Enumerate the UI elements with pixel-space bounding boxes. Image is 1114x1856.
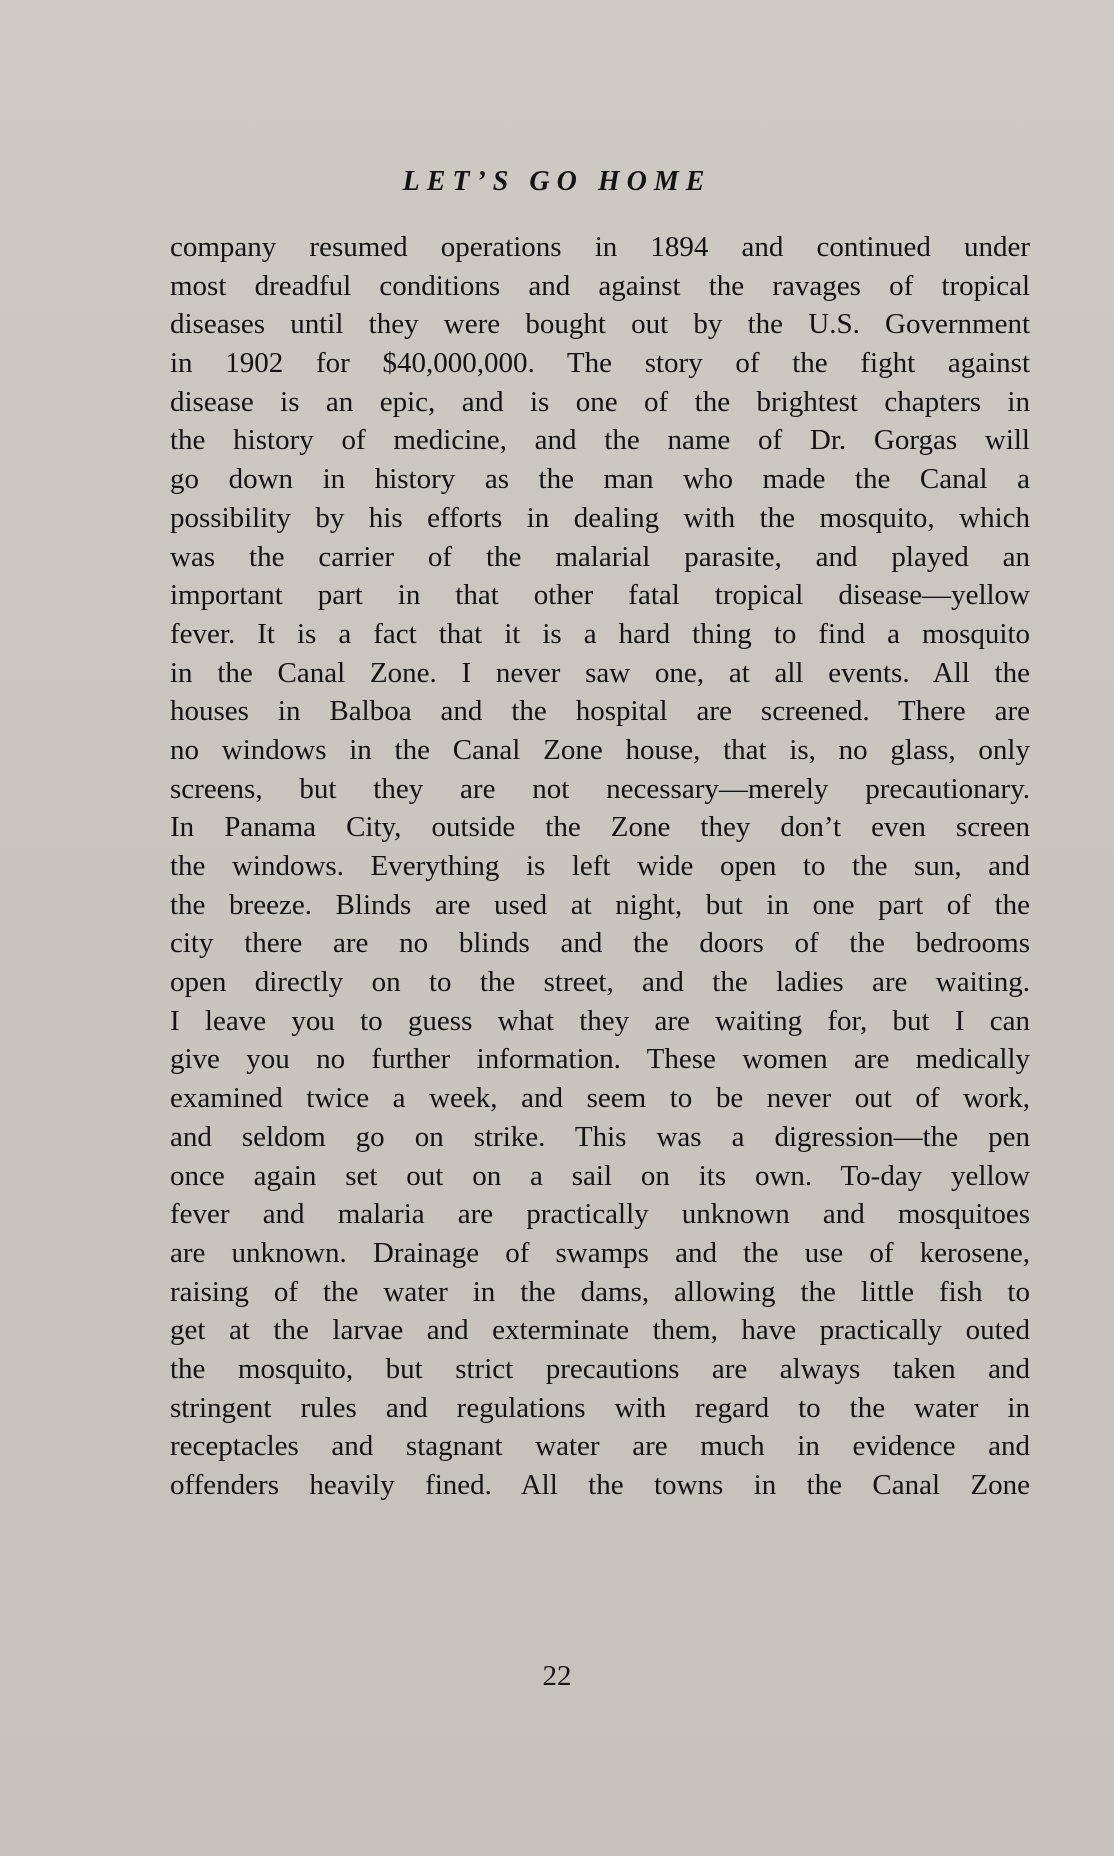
page-number: 22 [542,1660,572,1692]
text-line: I leave you to guess what they are waiting for, but I can [170,1004,1030,1037]
text-line: receptacles and stagnant water are much in evidence and [170,1430,1030,1463]
text-line: the mosquito, but strict precautions are always taken and [170,1352,1030,1385]
text-line: In Panama City, outside the Zone they don’t even screen [170,811,1030,844]
text-line: give you no further information. These women are medically [170,1043,1030,1076]
text-line: possibility by his efforts in dealing with the mosquito, which [170,501,1030,534]
body-text [170,228,1030,1505]
text-line: open directly on to the street, and the ladies are waiting. [170,966,1030,999]
text-line: city there are no blinds and the doors of the bedrooms [170,927,1030,960]
text-line: are unknown. Drainage of swamps and the use of kerosene, [170,1236,1030,1269]
text-line: most dreadful conditions and against the ravages of tropical [170,269,1030,302]
text-line: raising of the water in the dams, allowing the little fish to [170,1275,1030,1308]
text-line: fever and malaria are practically unknown and mosquitoes [170,1198,1030,1231]
text-line: offenders heavily fined. All the towns in the Canal Zone [170,1469,1030,1501]
text-line: the breeze. Blinds are used at night, but in one part of the [170,888,1030,921]
text-line: go down in history as the man who made the Canal a [170,463,1030,496]
text-line: in the Canal Zone. I never saw one, at all events. All the [170,656,1030,689]
text-line: and seldom go on strike. This was a digression—the pen [170,1120,1030,1153]
text-line: get at the larvae and exterminate them, have practically outed [170,1314,1030,1347]
text-line: houses in Balboa and the hospital are screened. There are [170,695,1030,728]
text-line: no windows in the Canal Zone house, that is, no glass, only [170,733,1030,766]
running-head-title: LET’S GO HOME [402,166,712,197]
text-line: the history of medicine, and the name of Dr. Gorgas will [170,424,1030,457]
text-line: in 1902 for $40,000,000. The story of the fight against [170,347,1030,380]
text-line: fever. It is a fact that it is a hard thing to find a mosquito [170,617,1030,650]
text-line: stringent rules and regulations with regard to the water in [170,1391,1030,1424]
text-line: once again set out on a sail on its own. To-day yellow [170,1159,1030,1192]
text-line: diseases until they were bought out by the U.S. Government [170,308,1030,341]
text-line: company resumed operations in 1894 and continued under [170,231,1030,263]
text-line: disease is an epic, and is one of the brightest chapters in [170,385,1030,418]
text-line: the windows. Everything is left wide open to the sun, and [170,850,1030,882]
text-line: examined twice a week, and seem to be never out of work, [170,1082,1030,1115]
text-line: important part in that other fatal tropical disease—yellow [170,579,1030,612]
text-line: screens, but they are not necessary—merely precautionary. [170,772,1030,805]
text-line: was the carrier of the malarial parasite, and played an [170,540,1030,573]
